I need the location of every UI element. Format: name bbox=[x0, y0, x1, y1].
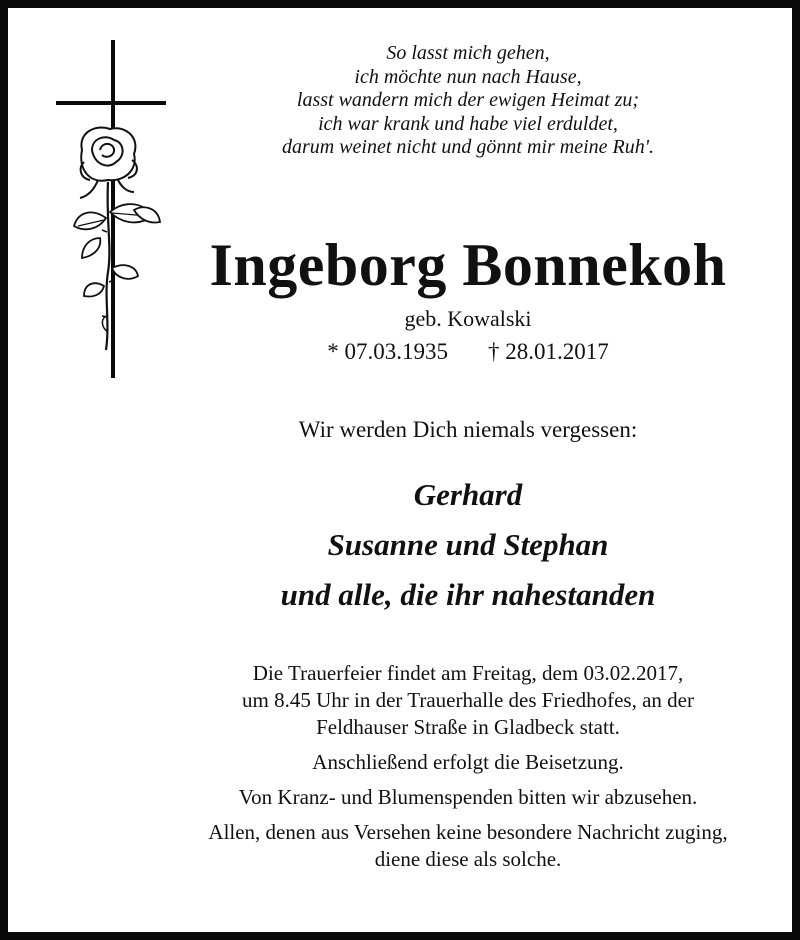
flowers-note: Von Kranz- und Blumenspenden bitten wir abzusehen. bbox=[238, 785, 698, 809]
funeral-line: Feldhauser Straße in Gladbeck statt. bbox=[316, 715, 620, 739]
poem-line: ich war krank und habe viel erduldet, bbox=[318, 112, 618, 135]
poem-line: ich möchte nun nach Hause, bbox=[354, 65, 582, 88]
death-date: † 28.01.2017 bbox=[488, 339, 609, 364]
life-dates bbox=[258, 338, 678, 366]
poem-line: So lasst mich gehen, bbox=[386, 42, 550, 64]
cross-with-rose-icon bbox=[48, 32, 168, 378]
funeral-information bbox=[118, 660, 800, 873]
deceased-name: Ingeborg Bonnekoh bbox=[209, 232, 727, 298]
mourner: und alle, die ihr nahestanden bbox=[280, 577, 656, 612]
notice-line: Allen, denen aus Versehen keine besondere Nachricht zuging, bbox=[208, 820, 728, 844]
poem-line: darum weinet nicht und gönnt mir meine Ruh'. bbox=[281, 136, 654, 158]
mourner: Susanne und Stephan bbox=[327, 527, 609, 562]
remembrance-line: Wir werden Dich niemals vergessen: bbox=[298, 417, 638, 442]
poem bbox=[178, 42, 758, 160]
notice-line: diene diese als solche. bbox=[374, 847, 562, 871]
funeral-details bbox=[118, 660, 800, 741]
funeral-line: um 8.45 Uhr in der Trauerhalle des Friedhofes, an der bbox=[242, 688, 694, 712]
mourner: Gerhard bbox=[413, 477, 523, 512]
mourners-list bbox=[158, 470, 778, 620]
birth-name: geb. Kowalski bbox=[404, 306, 532, 331]
poem-line: lasst wandern mich der ewigen Heimat zu; bbox=[296, 89, 640, 111]
funeral-line: Die Trauerfeier findet am Freitag, dem 03.02.2017, bbox=[252, 661, 684, 685]
notice-note bbox=[118, 819, 800, 873]
burial-note: Anschließend erfolgt die Beisetzung. bbox=[312, 750, 624, 774]
birth-date: * 07.03.1935 bbox=[327, 339, 448, 364]
